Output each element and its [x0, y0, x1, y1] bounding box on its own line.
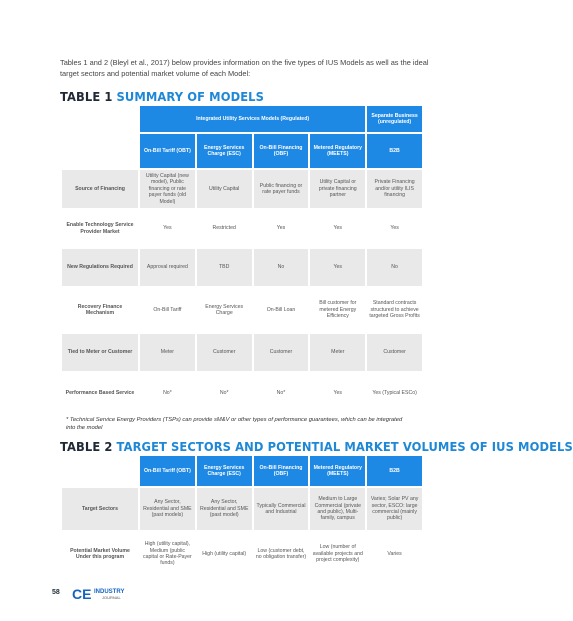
table1-corner	[62, 106, 138, 132]
table1-cell: Yes	[254, 210, 309, 247]
table1-cell: Standard contracts structured to achieve targeted Gross Profits	[367, 288, 422, 332]
table2-corner	[62, 456, 138, 486]
table1-row	[62, 373, 422, 413]
table1-cell: On-Bill Loan	[254, 288, 309, 332]
table2-cell: Low (customer debt, no obligation transfer)	[254, 532, 309, 576]
logo-ce-text: CE	[72, 586, 92, 602]
table1-title	[60, 89, 264, 104]
table1-col-header: Energy Services Charge (ESC)	[197, 134, 252, 168]
table2-col-header: B2B	[367, 456, 422, 486]
table2-cell: High (utility capital), Medium (public capital or Rate-Payer funds)	[140, 532, 195, 576]
table2-cell: High (utility capital)	[197, 532, 252, 576]
page-number: 58	[52, 589, 60, 596]
table1-cell: Yes	[310, 249, 365, 286]
table2-row-label: Target Sectors	[62, 488, 138, 530]
table2-cell: Typically Commercial and Industrial	[254, 488, 309, 530]
table1-cell: Private Financing and/or utility ILIS financing	[367, 170, 422, 208]
table1-cell: Yes	[367, 210, 422, 247]
table2-title-text: TARGET SECTORS AND POTENTIAL MARKET VOLUMES OF IUS MODELS	[116, 439, 573, 454]
table1-cell: Meter	[140, 334, 195, 371]
table1-cell: Energy Services Charge	[197, 288, 252, 332]
table1-row	[62, 288, 422, 332]
table1-group-regulated: Integrated Utility Services Models (Regulated)	[140, 106, 365, 132]
table1-title-text: SUMMARY OF MODELS	[116, 89, 264, 104]
table1-group-separate: Separate Business (unregulated)	[367, 106, 422, 132]
table1-cell: Utility Capital (new model), Public financing or rate payer funds (old Model)	[140, 170, 195, 208]
table2-column-header-row	[62, 456, 422, 486]
intro-paragraph: Tables 1 and 2 (Bleyl et al., 2017) below provides information on the five types of IUS Models as well as the ideal target sectors and potential market volume of each Model:	[60, 58, 429, 79]
table1-cell: No*	[197, 373, 252, 413]
table1-row-label: Enable Technology Service Provider Market	[62, 210, 138, 247]
table1-row	[62, 334, 422, 371]
table2-cell: Low (number of available projects and project complexity)	[310, 532, 365, 576]
table1-row-label: Recovery Finance Mechanism	[62, 288, 138, 332]
table2-col-header: Energy Services Charge (ESC)	[197, 456, 252, 486]
table1-col-header: On-Bill Financing (OBF)	[254, 134, 309, 168]
table1-cell: No	[254, 249, 309, 286]
table1-cell: Approval required	[140, 249, 195, 286]
table1-footnote: * Technical Service Energy Providers (TSPs) can provide sM&V or other types of performance guarantees, which can be integrated into the model	[66, 416, 403, 431]
table2-row	[62, 532, 422, 576]
table1-cell: Public financing or rate payer funds	[254, 170, 309, 208]
table1-cell: Restricted	[197, 210, 252, 247]
table1-col-header: B2B	[367, 134, 422, 168]
table1-cell: Yes	[310, 210, 365, 247]
ce-industry-journal-logo	[72, 586, 142, 602]
table1-cell: No	[367, 249, 422, 286]
logo-industry-text: INDUSTRY	[94, 589, 125, 595]
table1-summary-of-models	[60, 104, 424, 415]
table2-col-header: Metered Regulatory (MEETS)	[310, 456, 365, 486]
table1-cell: Utility Capital	[197, 170, 252, 208]
table2-cell: Medium to Large Commercial (private and public), Multi- family, campus	[310, 488, 365, 530]
logo-journal-text: JOURNAL	[102, 595, 121, 600]
table1-cell: Utility Capital or private financing partner	[310, 170, 365, 208]
table2-row	[62, 488, 422, 530]
table2-col-header: On-Bill Financing (OBF)	[254, 456, 309, 486]
table1-row-label: Tied to Meter or Customer	[62, 334, 138, 371]
table1-col-header: On-Bill Tariff (OBT)	[140, 134, 195, 168]
table1-cell: No*	[140, 373, 195, 413]
table1-title-number: TABLE 1	[60, 89, 113, 104]
table1-cell: Bill customer for metered Energy Efficiency	[310, 288, 365, 332]
table2-col-header: On-Bill Tariff (OBT)	[140, 456, 195, 486]
table1-cell: Meter	[310, 334, 365, 371]
table1-cell: Customer	[254, 334, 309, 371]
table1-cell: Customer	[197, 334, 252, 371]
table2-row-label: Potential Market Volume Under this program	[62, 532, 138, 576]
table1-cell: On-Bill Tariff	[140, 288, 195, 332]
table2-title-number: TABLE 2	[60, 439, 113, 454]
table2-target-sectors	[60, 454, 424, 578]
table1-row-label: New Regulations Required	[62, 249, 138, 286]
table1-col-header: Metered Regulatory (MEETS)	[310, 134, 365, 168]
table1-cell: Yes	[140, 210, 195, 247]
table1-row	[62, 210, 422, 247]
table1-row-label: Source of Financing	[62, 170, 138, 208]
table1-group-header-row	[62, 106, 422, 132]
table2-cell: Any Sector, Residential and SME (past models)	[140, 488, 195, 530]
table1-row	[62, 170, 422, 208]
table1-cell: Yes (Typical ESCo)	[367, 373, 422, 413]
table1-corner-2	[62, 134, 138, 168]
table1-cell: No*	[254, 373, 309, 413]
table2-cell: Varies	[367, 532, 422, 576]
table1-cell: TBD	[197, 249, 252, 286]
table1-column-header-row	[62, 134, 422, 168]
table1-cell: Customer	[367, 334, 422, 371]
table1-cell: Yes	[310, 373, 365, 413]
table2-cell: Varies; Solar PV any sector, ESCO: large commercial (mainly public)	[367, 488, 422, 530]
table1-row-label: Performance Based Service	[62, 373, 138, 413]
table2-title	[60, 439, 573, 454]
table1-row	[62, 249, 422, 286]
table2-cell: Any Sector, Residential and SME (past model)	[197, 488, 252, 530]
